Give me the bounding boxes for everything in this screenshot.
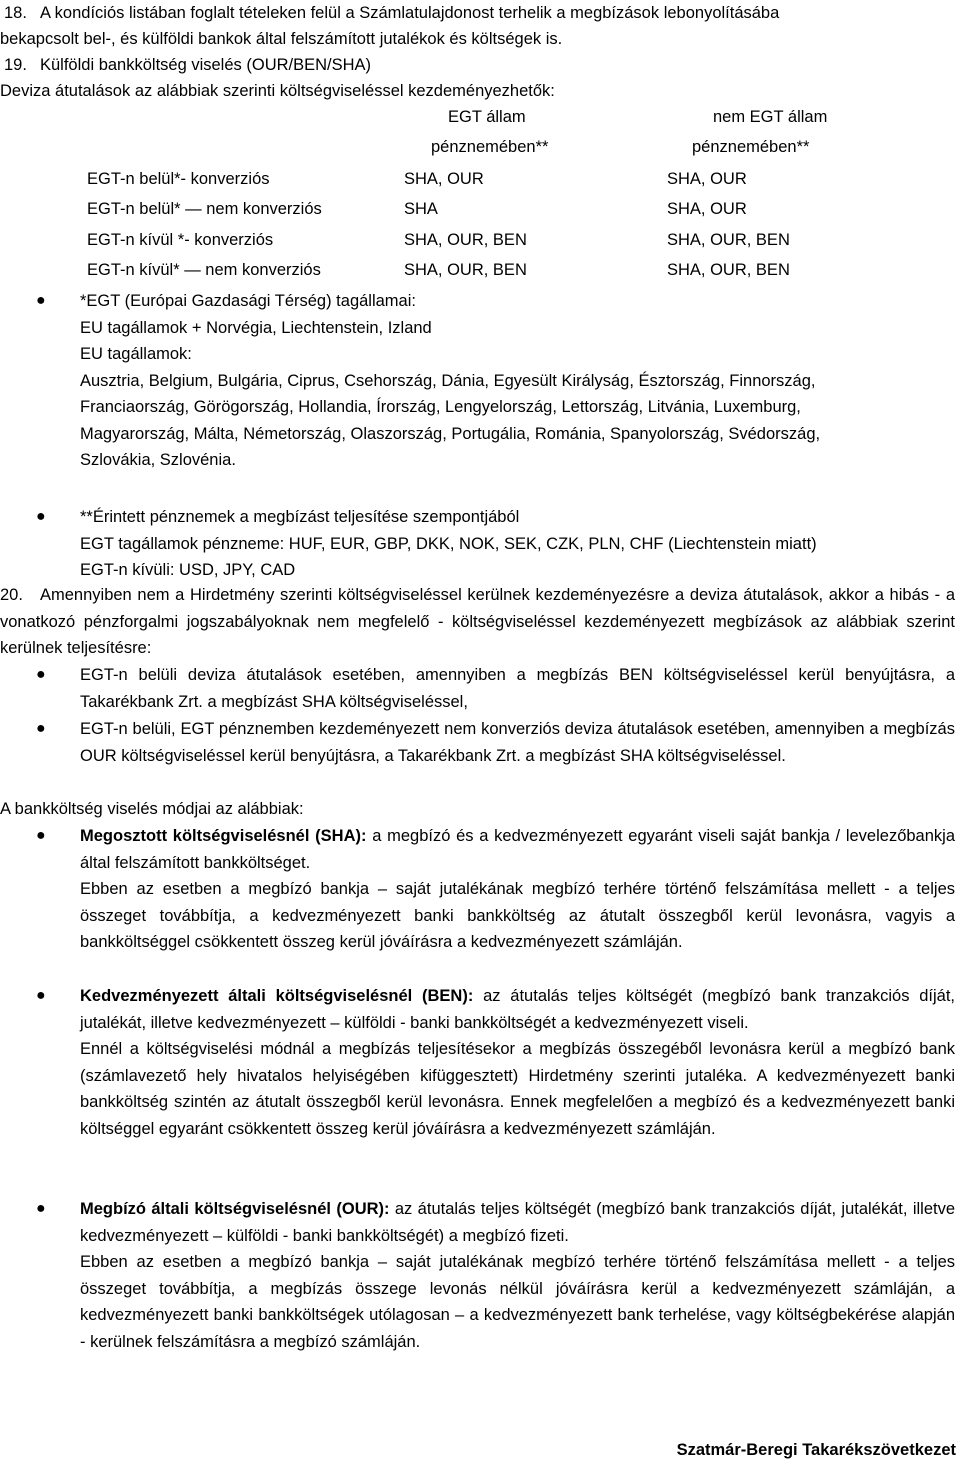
table-header-non-egt-line2: pénznemében**: [692, 138, 810, 156]
table-cell-egt: SHA: [404, 200, 438, 218]
item-20-bullet: [0, 662, 955, 714]
egt-note-line: EU tagállamok + Norvégia, Liechtenstein, Izland: [80, 318, 432, 337]
mode-sha-para1: [80, 823, 955, 876]
item-20-text: Amennyiben nem a Hirdetmény szerinti költségviseléssel kerülnek kezdeményezésre a deviza átutalások, akkor a hibás - a vonatkozó pénzforgalmi jogszabályoknak nem megfelelő - költségviseléssel kezdeményezett megbízások az alábbiak szerint kerülnek teljesítésre:: [0, 586, 955, 657]
mode-ben: [0, 983, 955, 1195]
table-cell-egt: SHA, OUR: [404, 170, 484, 188]
item-19-intro: Deviza átutalások az alábbiak szerinti költségviseléssel kezdeményezhetők:: [0, 82, 555, 100]
item-19-title: [4, 52, 371, 79]
currency-note-line: EGT-n kívüli: USD, JPY, CAD: [80, 561, 296, 579]
mode-sha-para2: Ebben az esetben a megbízó bankja – saját jutalékának megbízó terhére történő felszámítása mellett - a teljes összeget továbbítja, a kedvezményezett banki bankköltség az átutalt összegből kerül levonásra, vagyis a bankköltséggel csökkentett összeg kerül jóváírásra a kedvezményezett számláján.: [80, 880, 955, 951]
table-row: [87, 166, 947, 192]
egt-note: [0, 288, 955, 478]
table-cell-non-egt: SHA, OUR: [667, 200, 747, 218]
table-header-egt-line2: pénznemében**: [431, 138, 549, 156]
bullet-icon: ●: [36, 292, 46, 309]
item-18-line1: [4, 0, 779, 27]
table-cell-egt: SHA, OUR, BEN: [404, 231, 527, 249]
item-18-line2: bekapcsolt bel-, és külföldi bankok által felszámított jutalékok és költségek is.: [0, 30, 563, 48]
footer-company-name: Szatmár-Beregi Takarékszövetkezet: [676, 1441, 956, 1459]
currency-note-text: [80, 504, 955, 584]
bullet-icon: ●: [36, 666, 46, 683]
item-20-number: 20.: [0, 586, 23, 604]
mode-ben-title: Kedvezményezett általi költségviselésnél (BEN):: [80, 987, 474, 1005]
item-18-number: 18.: [4, 4, 27, 22]
item-19-number: 19.: [4, 56, 27, 74]
egt-note-line: Ausztria, Belgium, Bulgária, Ciprus, Csehország, Dánia, Egyesült Királyság, Észtország, Finnország,: [80, 371, 816, 390]
mode-ben-desc: az átutalás teljes költségét (megbízó bank tranzakciós díját, jutalékát, illetve kedvezményezett – külföldi - banki bankköltségét a kedvezményezett viseli.: [80, 987, 955, 1032]
table-cell-label: EGT-n belül* — nem konverziós: [87, 200, 322, 218]
table-cell-egt: SHA, OUR, BEN: [404, 261, 527, 279]
mode-our: [0, 1196, 955, 1386]
bullet-icon: ●: [36, 508, 46, 525]
currency-note-line: **Érintett pénznemek a megbízást teljesítése szempontjából: [80, 508, 520, 526]
item-20-bullet-text: EGT-n belüli, EGT pénznemben kezdeményezett nem konverziós deviza átutalások esetében, amennyiben a megbízás OUR költségviseléssel kerül benyújtásra, a Takarékbank Zrt. a megbízást SHA költségviseléssel.: [80, 720, 955, 765]
table-row: [87, 257, 947, 283]
table-cell-label: EGT-n kívül *- konverziós: [87, 231, 274, 249]
table-cell-non-egt: SHA, OUR: [667, 170, 747, 188]
item-20-bullet-text: EGT-n belüli deviza átutalások esetében, amennyiben a megbízás BEN költségviseléssel kerül benyújtásra, a Takarékbank Zrt. a megbízást SHA költségviseléssel,: [80, 666, 955, 711]
mode-ben-para1: [80, 983, 955, 1036]
table-cell-label: EGT-n kívül* — nem konverziós: [87, 261, 321, 279]
mode-our-title: Megbízó általi költségviselésnél (OUR):: [80, 1200, 390, 1218]
mode-sha-text: [80, 823, 955, 956]
mode-ben-para2: Ennél a költségviselési módnál a megbízás teljesítésekor a megbízás összegéből levonásra kerül a megbízó bank (számlavezető hely hivatalos helyiségében kifüggesztett) Hirdetmény szerinti jutaléka. A kedvezményezett banki bankköltség szintén az átutalt összegből kerül levonásra. Ennek megfelelően a megbízó és a kedvezményezett banki költséggel egyaránt csökkentett összeg kerül jóváírásra a kedvezményezett számláján.: [80, 1040, 955, 1138]
mode-our-para1: [80, 1196, 955, 1249]
bullet-icon: ●: [36, 720, 46, 737]
egt-note-line: Magyarország, Málta, Németország, Olaszország, Portugália, Románia, Spanyolország, Svédország,: [80, 424, 821, 443]
egt-note-line: EU tagállamok:: [80, 345, 192, 363]
table-row: [87, 196, 947, 222]
mode-sha: [0, 823, 955, 983]
mode-our-desc: az átutalás teljes költségét (megbízó bank tranzakciós díját, jutalékát, illetve kedvezményezett – külföldi - banki bankköltségét) a megbízó fizeti.: [80, 1200, 956, 1245]
item-18-text-line1: A kondíciós listában foglalt tételeken felül a Számlatulajdonost terhelik a megbízások lebonyolításába: [40, 4, 780, 22]
bullet-icon: ●: [36, 827, 46, 844]
item-20-bullet: [0, 716, 955, 794]
mode-our-text: [80, 1196, 955, 1355]
mode-our-para2: Ebben az esetben a megbízó bankja – saját jutalékának megbízó terhére történő felszámítása mellett - a teljes összeget továbbítja, a megbízás összege levonás nélkül jóváírásra kerül a kedvezményezett számláján, a kedvezményezett banki bankköltségek utólagosan – a kedvezményezett bank terhelése, vagy költségbekérése alapján - kerülnek felszámításra a megbízó számláján.: [80, 1253, 955, 1351]
table-header-egt-line1: EGT állam: [448, 108, 526, 126]
currency-note-line: EGT tagállamok pénzneme: HUF, EUR, GBP, DKK, NOK, SEK, CZK, PLN, CHF (Liechtenstein miatt): [80, 534, 817, 553]
table-cell-non-egt: SHA, OUR, BEN: [667, 261, 790, 279]
modes-intro: A bankköltség viselés módjai az alábbiak:: [0, 800, 304, 818]
table-row: [87, 227, 947, 253]
table-cell-non-egt: SHA, OUR, BEN: [667, 231, 790, 249]
egt-note-line: Franciaország, Görögország, Hollandia, Írország, Lengyelország, Lettország, Litvánia, Luxemburg,: [80, 398, 801, 416]
mode-sha-title: Megosztott költségviselésnél (SHA):: [80, 827, 367, 845]
table-header-non-egt-line1: nem EGT állam: [713, 108, 828, 126]
egt-note-line: Szlovákia, Szlovénia.: [80, 451, 236, 469]
currency-note: [0, 504, 955, 584]
table-cell-label: EGT-n belül*- konverziós: [87, 170, 270, 188]
bullet-icon: ●: [36, 1200, 46, 1217]
item-19-title-text: Külföldi bankköltség viselés (OUR/BEN/SHA): [40, 56, 372, 74]
bullet-icon: ●: [36, 987, 46, 1004]
egt-note-text: [80, 288, 955, 474]
mode-ben-text: [80, 983, 955, 1142]
mode-sha-desc: a megbízó és a kedvezményezett egyaránt viseli saját bankja / levelezőbankja által felszámított bankköltséget.: [80, 827, 956, 872]
item-20: [0, 582, 955, 662]
egt-note-line: *EGT (Európai Gazdasági Térség) tagállamai:: [80, 292, 416, 310]
